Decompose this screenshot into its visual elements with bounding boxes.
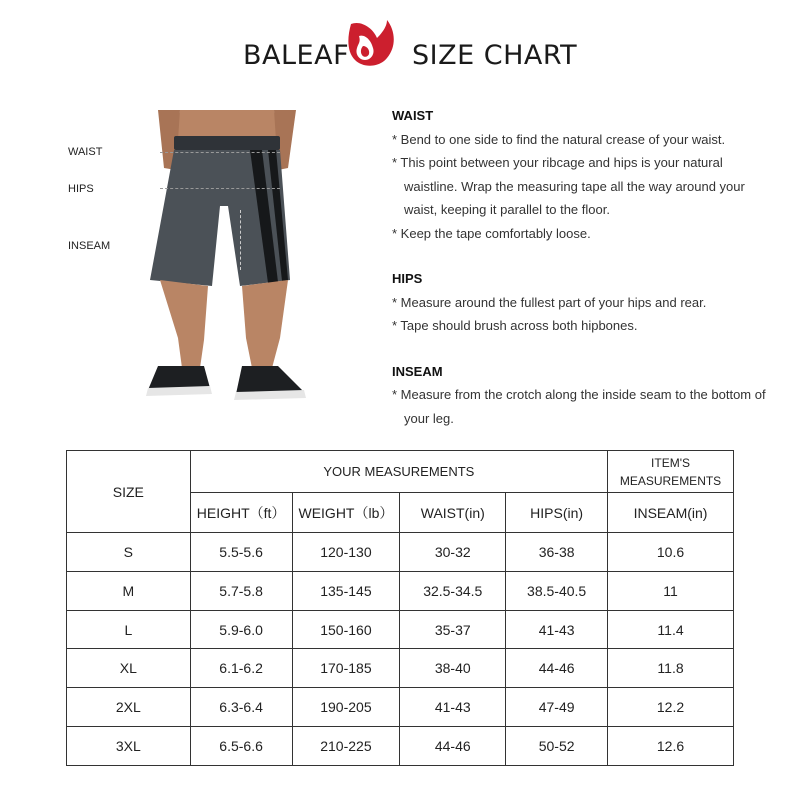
hips-cell: 47-49 (506, 688, 608, 727)
weight-cell: 210-225 (292, 727, 400, 766)
hips-cell: 50-52 (506, 727, 608, 766)
hips-bullet: * Tape should brush across both hipbones. (392, 318, 638, 333)
waist-bullet: * Bend to one side to find the natural crease of your waist. (392, 131, 726, 147)
waist-cell: 41-43 (400, 688, 506, 727)
inseam-cell: 11.8 (608, 649, 734, 688)
baleaf-logo-icon (343, 18, 397, 70)
weight-cell: 120-130 (292, 533, 400, 572)
waist-bullet: * This point between your ribcage and hips is your natural waistline. Wrap the measuring tape all the way around your waist, keeping it parallel to the floor. (392, 155, 745, 217)
weight-cell: 135-145 (292, 571, 400, 610)
items-measurements-header: ITEM'S MEASUREMENTS (608, 451, 734, 493)
height-cell: 5.9-6.0 (190, 610, 292, 649)
table-row (67, 649, 734, 688)
hips-cell: 41-43 (506, 610, 608, 649)
height-cell: 6.3-6.4 (190, 688, 292, 727)
size-header: SIZE (67, 451, 191, 533)
column-header: HIPS(in) (506, 493, 608, 533)
inseam-cell: 11 (608, 571, 734, 610)
column-header: WAIST(in) (400, 493, 506, 533)
hips-cell: 44-46 (506, 649, 608, 688)
hips-guide-line (160, 188, 280, 189)
waist-section-title: WAIST (392, 108, 434, 123)
column-header: INSEAM(in) (608, 493, 734, 533)
table-row (67, 533, 734, 572)
size-cell: 2XL (67, 688, 191, 727)
column-header: WEIGHT（lb） (292, 493, 400, 533)
table-row (67, 571, 734, 610)
hips-label: HIPS (68, 183, 94, 195)
size-cell: 3XL (67, 727, 191, 766)
waist-cell: 38-40 (400, 649, 506, 688)
waist-bullet: * Keep the tape comfortably loose. (392, 225, 591, 241)
waist-cell: 32.5-34.5 (400, 571, 506, 610)
brand-name: BALEAF (243, 40, 350, 71)
inseam-cell: 12.6 (608, 727, 734, 766)
waist-guide-line (160, 152, 280, 153)
inseam-cell: 12.2 (608, 688, 734, 727)
table-row (67, 727, 734, 766)
hips-cell: 36-38 (506, 533, 608, 572)
waist-cell: 30-32 (400, 533, 506, 572)
inseam-label: INSEAM (68, 240, 111, 252)
height-cell: 5.7-5.8 (190, 571, 292, 610)
size-cell: M (67, 571, 191, 610)
waist-cell: 35-37 (400, 610, 506, 649)
measurement-instructions (392, 104, 772, 430)
your-measurements-header: YOUR MEASUREMENTS (190, 451, 607, 493)
height-cell: 5.5-5.6 (190, 533, 292, 572)
waist-cell: 44-46 (400, 727, 506, 766)
inseam-bullet: * Measure from the crotch along the inside seam to the bottom of your leg. (392, 387, 766, 426)
hips-bullet: * Measure around the fullest part of your hips and rear. (392, 294, 707, 310)
table-row (67, 610, 734, 649)
header (0, 18, 800, 78)
height-cell: 6.1-6.2 (190, 649, 292, 688)
inseam-cell: 10.6 (608, 533, 734, 572)
table-row (67, 688, 734, 727)
waist-label: WAIST (68, 146, 103, 158)
weight-cell: 190-205 (292, 688, 400, 727)
hips-cell: 38.5-40.5 (506, 571, 608, 610)
inseam-guide-line (240, 210, 241, 270)
inseam-section-title: INSEAM (392, 363, 443, 379)
inseam-cell: 11.4 (608, 610, 734, 649)
weight-cell: 150-160 (292, 610, 400, 649)
height-cell: 6.5-6.6 (190, 727, 292, 766)
model-shorts-image (128, 110, 324, 428)
weight-cell: 170-185 (292, 649, 400, 688)
size-cell: S (67, 533, 191, 572)
hips-section-title: HIPS (392, 271, 423, 286)
size-table (66, 450, 734, 766)
page-title: SIZE CHART (412, 40, 578, 71)
column-header: HEIGHT（ft） (190, 493, 292, 533)
size-cell: L (67, 610, 191, 649)
size-cell: XL (67, 649, 191, 688)
